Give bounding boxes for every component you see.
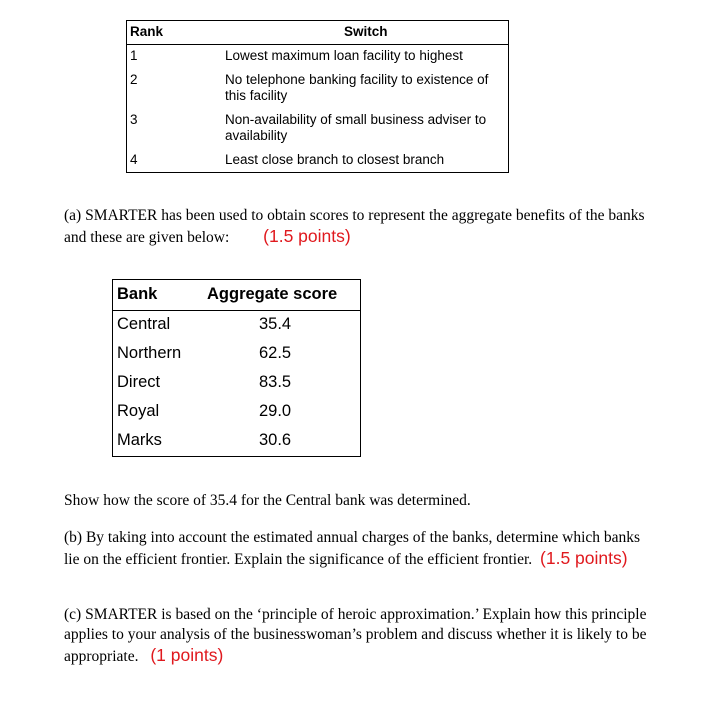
part-c-paragraph (64, 605, 664, 667)
bank-cell: Direct (117, 373, 161, 391)
bank-cell: Marks (117, 431, 162, 449)
bank-cell: Central (117, 315, 171, 333)
score-cell: 30.6 (259, 431, 292, 449)
switch-cell: Lowest maximum loan facility to highest (225, 48, 463, 63)
bank-header: Bank (117, 285, 158, 303)
table-row (113, 368, 360, 397)
part-c-text: (c) SMARTER is based on the ‘principle of heroic approximation.’ Explain how this principle applies to your analysis of the businesswoman’s problem and discuss whether it is likely to be appropriate. (64, 606, 647, 665)
bank-cell: Northern (117, 344, 182, 362)
switch-cell: No telephone banking facility to existence of this facility (225, 72, 489, 103)
table-row (113, 310, 360, 339)
switch-table (126, 20, 509, 173)
table-row (113, 397, 360, 426)
score-table-header (113, 280, 360, 311)
part-b-paragraph (64, 528, 654, 570)
part-c-points: (1 points) (150, 645, 224, 665)
score-cell: 62.5 (259, 344, 292, 362)
rank-cell: 1 (130, 48, 138, 63)
switch-table-header (127, 21, 508, 45)
rank-cell: 2 (130, 72, 138, 87)
part-a-points: (1.5 points) (263, 226, 351, 246)
score-cell: 35.4 (259, 315, 292, 333)
part-b-points: (1.5 points) (540, 548, 628, 568)
bank-cell: Royal (117, 402, 160, 420)
switch-header: Switch (344, 24, 388, 39)
table-row (113, 339, 360, 368)
part-a-text: (a) SMARTER has been used to obtain scores to represent the aggregate benefits of the banks and these are given below: (64, 207, 645, 246)
score-header: Aggregate score (207, 285, 338, 303)
rank-header: Rank (130, 24, 164, 39)
rank-cell: 3 (130, 112, 138, 127)
score-cell: 29.0 (259, 402, 292, 420)
switch-cell: Non-availability of small business adviser to availability (225, 112, 487, 143)
score-table (112, 279, 361, 457)
rank-cell: 4 (130, 152, 138, 167)
score-cell: 83.5 (259, 373, 292, 391)
part-b-text: (b) By taking into account the estimated annual charges of the banks, determine which banks lie on the efficient frontier. Explain the significance of the efficient frontier. (64, 529, 641, 568)
switch-cell: Least close branch to closest branch (225, 152, 445, 167)
show-how-text: Show how the score of 35.4 for the Central bank was determined. (64, 492, 471, 509)
part-a-paragraph (64, 206, 664, 248)
table-row (113, 426, 360, 455)
